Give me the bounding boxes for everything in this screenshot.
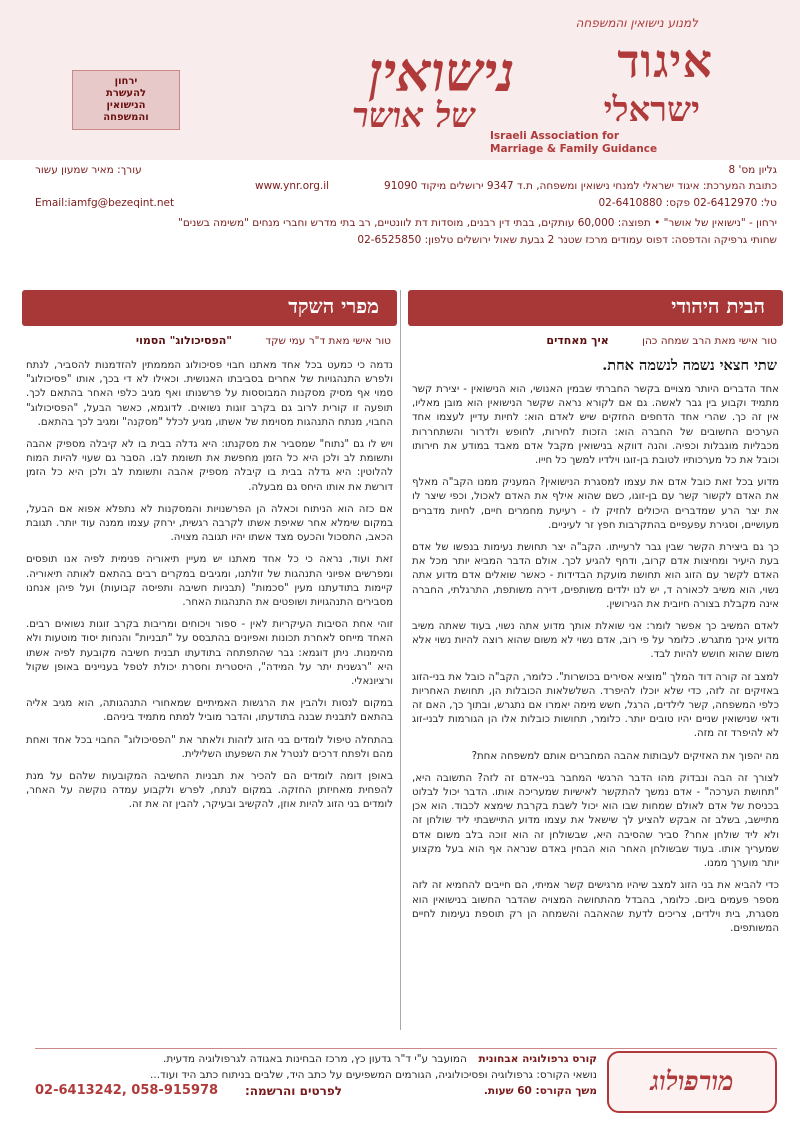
- course-name: קורס גרפולוגיה אבחונית: [478, 1053, 597, 1065]
- brand-main-text: איגוד: [617, 34, 713, 88]
- paragraph: זאת ועוד, נראה כי כל אחד מאתנו יש מעיין תיאוריה פנימית לפיה אנו תופסים ומפרשים אפיוני התנהגות של זולתנו, ומגיבים במקרים רבים בהתאם לאותה תיאוריה. קיימות בתודעתנו מעין "סכמות" (תבניות חשיבה ותפיסה קבועות) ועל פיהן אנחנו מסבירים התנהגויות ושופטים את התנהגות האחר.: [26, 554, 393, 609]
- byline-title: איך מאחדים: [546, 334, 609, 347]
- course-topics: נושאי הקורס: גרפולוגיה ופסיכולוגיה, הגורמים המשפיעים על כתב היד, שלבים בניתוח כתב היד ועוד...: [150, 1069, 597, 1081]
- left-column-heading: מפרי השקד: [22, 290, 397, 326]
- paragraph: כדי להביא את בני הזוג למצב שיהיו מרגישים קשר אמיתי, הם חייבים להחמיא זה לזה מספר פעמים ביום. כלומר, בהבדל מהתחושה המצויה שהדבר החשוב בנישואין הוא מסגרת, בית וילדים, צריכים לדעת שהאהבה והשמחה הן רק תוספת נעימות לחיים המשותפים.: [412, 880, 779, 934]
- article-title: שתי חצאי נשמה לנשמה אחת.: [602, 357, 777, 374]
- right-column-byline: [408, 334, 783, 347]
- paragraph: אם כזה הוא הניתוח וכאלה הן הפרשנויות והמסקנות לא נתפלא אפוא אם הבעל, במקום שימלא אחר שאיפת אשתו לקרבה רגשית, ירחק עצמו ממנה עוד יותר. תגובת הכאב, התסכול והכעס מצד אשתו יהיו תגובה מצויה.: [26, 503, 393, 544]
- tagline-line3: הנישואין: [106, 100, 146, 111]
- email-link[interactable]: Email:iamfg@bezeqint.net: [35, 197, 175, 209]
- right-column: [408, 290, 783, 1030]
- left-column-byline: [22, 334, 397, 347]
- byline-author: טור אישי מאת ד"ר עמי שקד: [265, 335, 391, 347]
- paragraph: למצב זה קורה דוד המלך "מוציא אסירים בכושרות". כלומר, הקב"ה כובל את בני-הזוג באזיקים זה לזה, כדי שלא יוכלו להיפרד. השלשלאות הכובלות הן, תחושת האחריות כלפי המשפחה, קשר לילדים, הרגל, חשש מימה יאמרו אם נתגרש, ובתוך כך, האם זה ודאי שנישואין שניים יהיו טובים יותר. כלומר, תחושות כובלות אלו הן הגורמות לבני-זוג לא להיפרד זה מזה.: [412, 671, 779, 740]
- publication-logo-main: נישואין: [368, 40, 515, 104]
- byline-title: "הפסיכולוג" הסמוי: [135, 334, 232, 347]
- masthead: [0, 0, 800, 160]
- brand-english-line2: Marriage & Family Guidance: [490, 142, 658, 155]
- paragraph: ויש לו גם "נתוח" שמסביר את מסקנתו: היא גדלה בבית בו לא קיבלה מספיק אהבה ותשומת לב ולכן היא כל הזמן מחפשת את תשומת לבו. הסבר גם שעוי להיות המוח להלוטין: היא גדלה בבית בו קיבלה מספיק אהבה ותשומת לב ולכן היא כל הזמן דורשת את אותו היחס גם מבעלה.: [26, 439, 393, 493]
- registration-phones[interactable]: 058-915978 ,02-6413242: [35, 1083, 219, 1098]
- editorial-address: כתובת המערכת: איגוד ישראלי למנחי נישואין ומשפחה, ת.ד 9347 ירושלים מיקוד 91090: [384, 180, 777, 192]
- tagline-line2: להעשרת: [105, 88, 146, 99]
- column-divider: [400, 290, 401, 1030]
- paragraph: כך גם ביצירת הקשר שבין גבר לרעייתו. הקב"ה יצר תחושת נעימות בנפשו של אדם בעת היעיר ומחיצות אדם קרוב, ודחף להגיע לכך. אולם הדבר המביא יותר מכל את האדם לקשר עם הזוג הוא תחושת מועקת הבדידות - כאשר שואלים אדם מדוע אתה נשוי, הוא משיב לכאורה ד, יש לנו ילדים משותפים, דירה משותפת, התרגלתי, החברה אינה מקבלת בצורה חיובית את הגירושין.: [412, 542, 779, 610]
- brand-sub-text: ישראלי: [603, 90, 700, 130]
- publication-logo-sub: של אושר: [351, 96, 475, 136]
- brand-english-name: [490, 130, 657, 155]
- paragraph: מה יהפוך את האזיקים לעבותות אהבה המחברים אותם למשפחה אחת?: [471, 750, 779, 762]
- paragraph: במקום לנסות ולהבין את הרגשות האמיתיים שמאחורי התנהגותה, הוא מגיב אליה בהתאם לתבנית שבנה בתודעתו, והדבר מוביל למתח מתמיד ביניהם.: [26, 698, 393, 724]
- brand-tagline: למנוע נישואין והמשפחה: [575, 16, 698, 30]
- website-link[interactable]: www.ynr.org.il: [255, 180, 330, 192]
- paragraph: בהתחלה טיפול לומדים בני הזוג לזהות ולאתר את "הפסיכולוג" החבוי בכל אחד ואחת מהם ולפתח דרכים לנטרל את השפעתו השלילית.: [26, 734, 393, 760]
- byline-author: טור אישי מאת הרב שמחה כהן: [642, 335, 777, 347]
- paragraph: מדוע בכל זאת כובל אדם את עצמו למסגרת הנישואין? המעניק ממנו הקב"ה מאלף את האדם לקשור קשר עם בן-זוגו, כשם שהוא אילף את האדם לאכול, וכפי שיצר לו את יצר הרע שמדברים היכולים לחזיק לו - רעיעת מחמרים חיים, לחיות מדברים מעושיים, וסגירת עפעפיים בהתקרבות חפץ זר לעיניים.: [412, 477, 779, 531]
- paragraph: אחד הדברים היותר מצויים בקשר החברתי שבמין האנושי, הוא הנישואין - יצירת קשר מתמיד וקבוע בין גבר לאשה. גם אם לקורא נראה שקשר הנישואין הוא מובן מאליו, אין זה כך. שהרי אחד הדחפים החזקים שיש לאדם הוא: לחיות עדיין לעצמו אחד הערכים החשובים של החברה הוא: הזכות לחירות, לחופש ולדרור והשתחררות מכבליות מוגבלות וכפיה. והנה דווקא בנישואין מקבל אדם מאבד במודע את חירותו וכובל את כל מערכותיו לטובת בן-זוגו וילדיו למשך כל חייו.: [412, 384, 779, 467]
- editorial-phones: טל: 02-6412970 פקס: 02-6410880: [598, 197, 777, 209]
- issue-number: גליון מס' 8: [728, 164, 777, 176]
- publication-tagline: [72, 70, 180, 130]
- course-title: [35, 1053, 597, 1065]
- morfolog-logo: מורפולוג: [607, 1051, 777, 1113]
- publication-logo: [185, 40, 515, 160]
- left-column: [22, 290, 397, 1030]
- circulation-info: [35, 217, 777, 257]
- tagline-line1: ירחון: [114, 76, 138, 87]
- course-instructor: המועבר ע"י ד"ר גדעון כץ, מרכז הבחינות באגודה לגרפולוגיה מדעית.: [163, 1053, 467, 1065]
- article-body: [22, 359, 397, 813]
- paragraph: נדמה כי כמעט בכל אחד מאתנו חבוי פסיכולוג המממתין להזדמנות להסביר, לנתח ולפרש התנהגויות של אחרים בסביבתו האנושית. וכאילו לא די בכך, אותו "פסיכולוג" סמוי אף מסיק מסקנות המבוססות על פרשנותו ואף מגיב כלפי האחר בהתאם לכך. תופעה זו קורית לרוב גם בקרב זוגות נשואים. לדוגמא, כאשר הבעל, "הפסיכולוג" החבוי, מנתח התנהגות מסוימת של אשתו, מגיע לכלל "מסקנה" ומגיב לכך בהתאם.: [26, 360, 393, 428]
- paragraph: לצורך זה הבה ונבדוק מהו הדבר הרגשי המחבר בני-אדם זה לזה? התשובה היא, "תחושת הערכה" - אדם נמשך להתקשר לאישיות שמעריכה אותו. הדבר יכול לבלוט בכניסת של אדם לאולם שמחות שבו הוא יכול לשבת בקרבת שימצא לכבוד. הוא אכן מתיישב, בשלב זה אבקש להציע לך שישאל את עצמו מדוע התיישבתי ליד שולחן זה ולא ליד שולחן אחר? סביר שהסיבה היא, שבשולחן זה הוא זוכה בלב משום אדם שמעריך אותו. בעוד שבשולחן האחר הוא הבחין באדם שנראה אף הוא בעל מקצוע יותר מוערך ממנו.: [412, 772, 779, 870]
- right-column-heading: הבית היהודי: [408, 290, 783, 326]
- print-credit: שחותי גרפיקה והדפסה: דפוס עמודים מרכז שטנר 2 גבעת שאול ירושלים טלפון: 02-6525850: [357, 234, 777, 246]
- course-duration: משך הקורס: 60 שעות.: [483, 1085, 597, 1097]
- association-logo: [478, 12, 778, 162]
- publication-info: [35, 160, 777, 220]
- paragraph: זוהי אחת הסיבות העיקריות לאין - ספור ויכוחים ומריבות בקרב זוגות נשואים רבים. האחד מייחס לאחרת תכונות ואפיונים בהתבסס על "תבניות" והנחות יסוד מוטעות ולא מהימנות. ניתן דוגמא: גבר שהתפתחה בתודעתו תבנית חשיבה מקובעת לפיה אשתו היא "רגשנית יתר על המידה", היסטרית וחסרת יכולת לטפל בעניינים באופן שקול ורציונאלי.: [26, 619, 393, 688]
- paragraph: באופן דומה לומדים הם להכיר את תבניות החשיבה המקובעות שלהם על מנת להפחית מאחיזתן החזקה. במקום לנתח, לפרש ולקבוע עמדה נוקשה על האחר, לומדים בני הזוג להיות אוזן, להקשיב ובעיקר, להבין זה את זה.: [26, 771, 393, 811]
- registration-label: לפרטים והרשמה:: [245, 1084, 343, 1098]
- article-body: [408, 383, 783, 936]
- brand-english-line1: Israeli Association for: [490, 130, 620, 142]
- tagline-line4: והמשפחה: [103, 112, 149, 123]
- paragraph: לאדם המשיב כך אפשר לומר: אני שואלת אותך מדוע אתה נשוי, בעוד שאתה משיב מדוע אינך מתגרש. כלומר על פי רוב, אדם נשוי לא משום שהוא רוצה להיות נשוי אלא משום שהוא חושש להיות לבד.: [412, 621, 779, 661]
- circulation-text: ירחון - "נישואין של אושר" • תפוצה: 60,000 עותקים, בבתי דין רבנים, מוסדות דת לוונטיים, רב בתי מדרש וחברי מנחים "משימה בשנים": [177, 217, 777, 229]
- editor-name: עורך: מאיר שמעון עשור: [35, 164, 142, 176]
- course-advertisement: [35, 1048, 777, 1118]
